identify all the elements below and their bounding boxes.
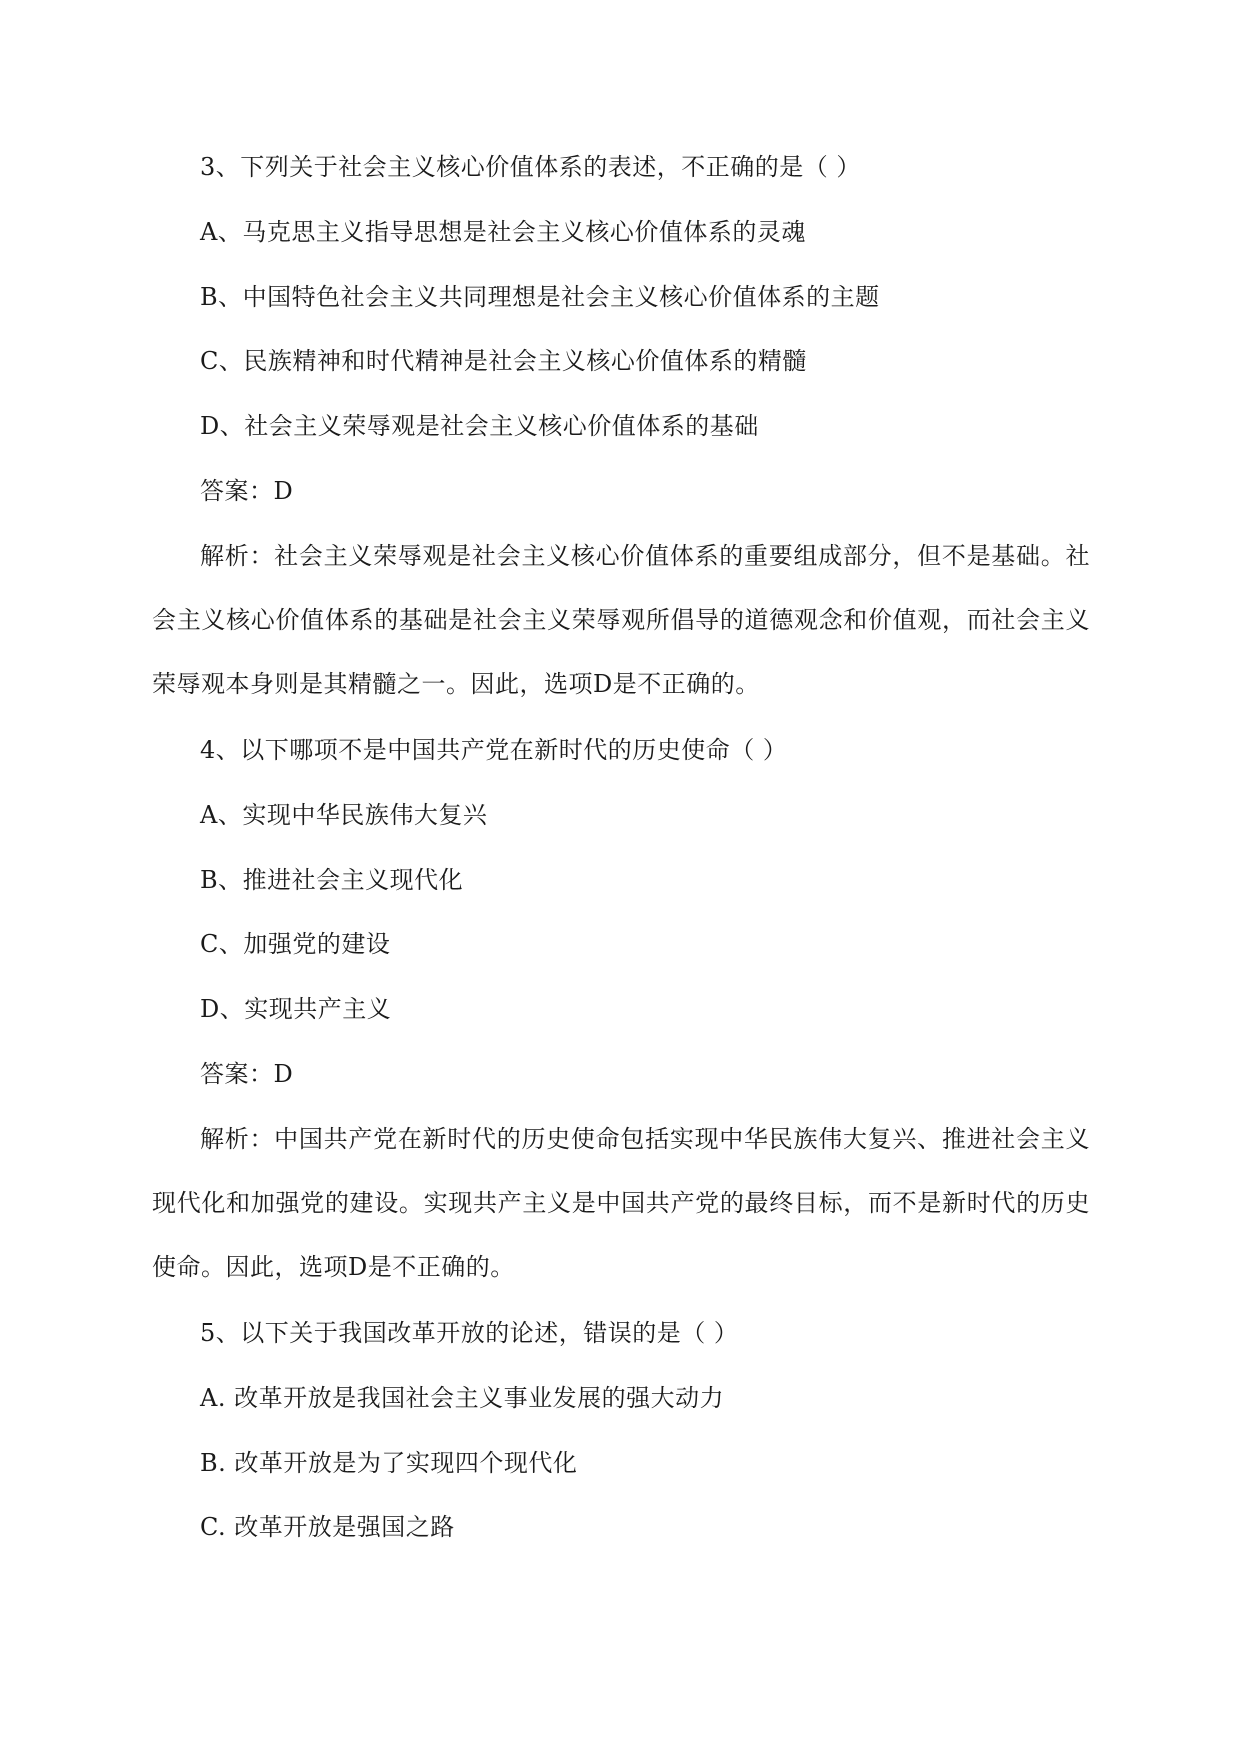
question-3-answer: 答案：D <box>200 477 294 505</box>
question-4-stem: 4、以下哪项不是中国共产党在新时代的历史使命（ ） <box>200 736 788 764</box>
question-3-option-c: C、民族精神和时代精神是社会主义核心价值体系的精髓 <box>200 347 807 375</box>
question-3-option-b: B、中国特色社会主义共同理想是社会主义核心价值体系的主题 <box>200 283 880 311</box>
question-4-option-b: B、推进社会主义现代化 <box>200 866 464 894</box>
question-5-option-c: C. 改革开放是强国之路 <box>200 1513 455 1541</box>
question-5-option-a: A. 改革开放是我国社会主义事业发展的强大动力 <box>200 1384 725 1412</box>
question-3-option-a: A、马克思主义指导思想是社会主义核心价值体系的灵魂 <box>200 218 806 246</box>
question-4-analysis: 解析：中国共产党在新时代的历史使命包括实现中华民族伟大复兴、推进社会主义现代化和加强党的建设。实现共产主义是中国共产党的最终目标，而不是新时代的历史使命。因此，选项D是不正确的。 <box>152 1125 1090 1281</box>
question-5-option-b: B. 改革开放是为了实现四个现代化 <box>200 1449 578 1477</box>
question-4-option-c: C、加强党的建设 <box>200 930 391 958</box>
question-3-analysis: 解析：社会主义荣辱观是社会主义核心价值体系的重要组成部分，但不是基础。社会主义核心价值体系的基础是社会主义荣辱观所倡导的道德观念和价值观，而社会主义荣辱观本身则是其精髓之一。因此，选项D是不正确的。 <box>152 542 1090 698</box>
question-3-stem: 3、下列关于社会主义核心价值体系的表述，不正确的是（ ） <box>200 153 861 181</box>
question-4-option-d: D、实现共产主义 <box>200 995 392 1023</box>
question-4-answer: 答案：D <box>200 1060 294 1088</box>
question-4-option-a: A、实现中华民族伟大复兴 <box>200 801 488 829</box>
question-3-option-d: D、社会主义荣辱观是社会主义核心价值体系的基础 <box>200 412 759 440</box>
question-5-stem: 5、以下关于我国改革开放的论述，错误的是（ ） <box>200 1319 739 1347</box>
